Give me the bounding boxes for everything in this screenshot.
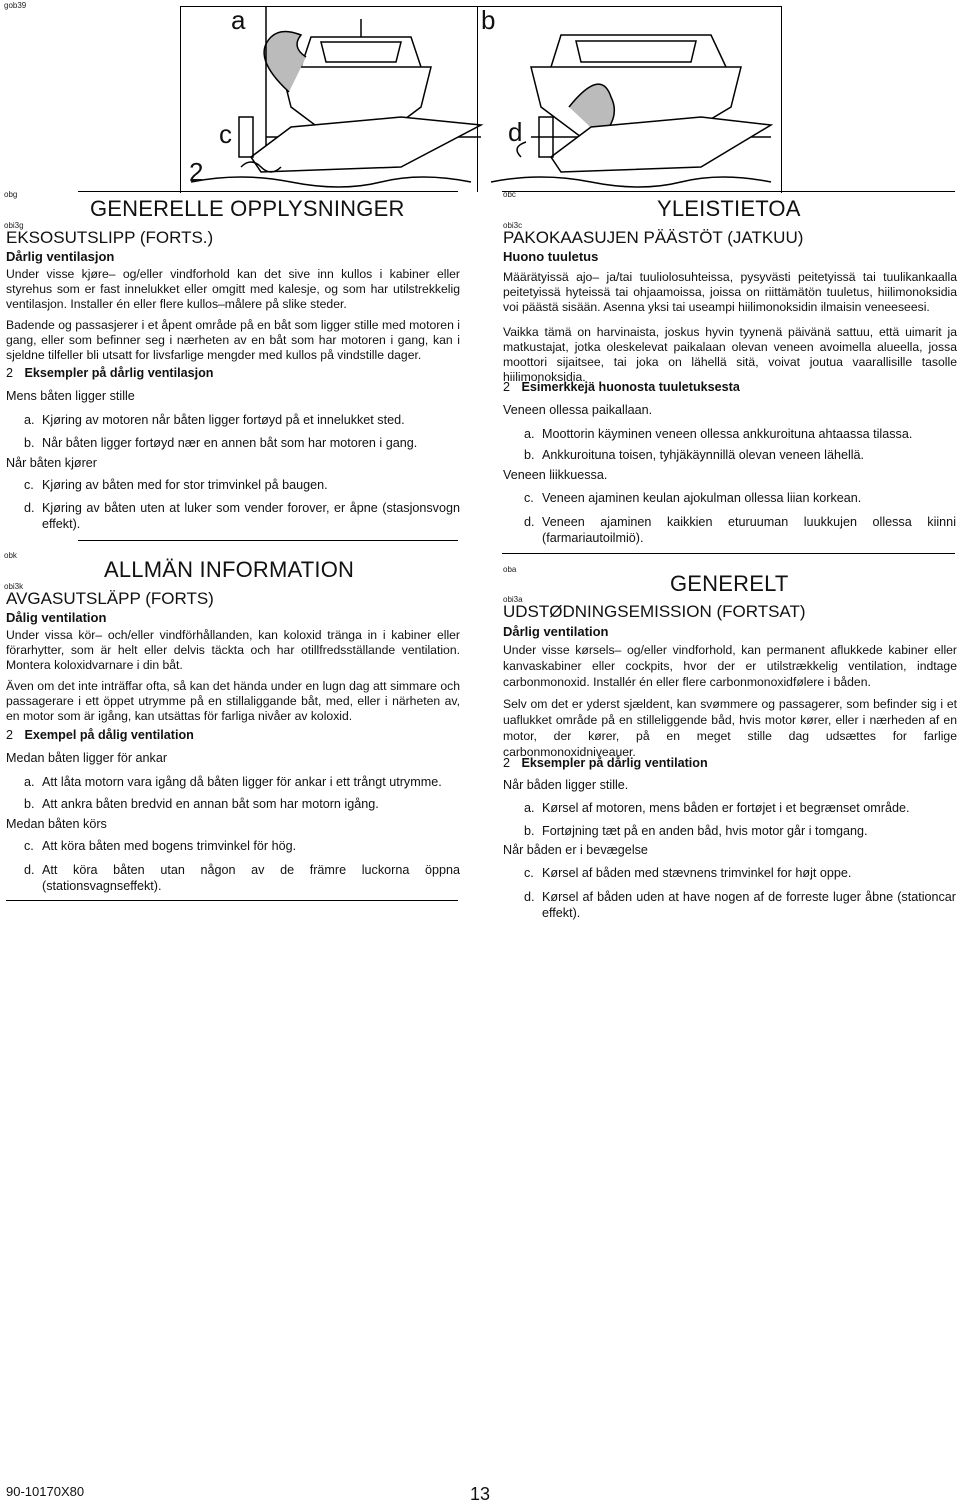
heading-fi: PAKOKAASUJEN PÄÄSTÖT (JATKUU) (503, 228, 804, 247)
paragraph-da-1: Under visse kørsels– og/eller vindforhold, kan permanent aflukkede kabiner eller kanvaskabiner eller cockpits, hvor der er utilstrækkelig ventilation, indtage carbonmonoxid. Installér én eller flere carbonmonoxidfølere i båden. (503, 643, 957, 689)
subsection-code-fi: obi3c (503, 221, 523, 230)
list-item-no-a: a. Kjøring av motoren når båten ligger fortøyd på et innelukket sted. (24, 413, 405, 427)
list-item-da-b: b. Fortøjning tæt på en anden båd, hvis motor går i tomgang. (524, 824, 868, 838)
boat-illustration (180, 6, 782, 193)
title-sv: ALLMÄN INFORMATION (104, 557, 355, 582)
title-fi: YLEISTIETOA (657, 196, 801, 221)
list-item-sv-b: b. Att ankra båten bredvid en annan båt som har motorn igång. (24, 797, 379, 811)
page-code: gob39 (4, 1, 27, 10)
rule-top-left (78, 191, 458, 192)
boat-c-drawing (191, 117, 481, 187)
subsection-code-sv: obi3k (4, 582, 24, 591)
example-number-da: 2 (503, 756, 511, 770)
condition-no-2: Når båten kjører (6, 456, 97, 470)
section-code-no: obg (4, 190, 18, 199)
example-title-fi: Esimerkkejä huonosta tuuletuksesta (521, 380, 740, 394)
paragraph-sv-2: Även om det inte inträffar ofta, så kan det hända under en lugn dag att simmare och passagerare i ett öppet utrymme på en stillaliggande båt, med, eller i närheten av, en motor som är igång, kan utsättas för farliga nivåer av koloxid. (6, 679, 460, 723)
heading-no: EKSOSUTSLIPP (FORTS.) (6, 228, 214, 247)
list-item-fi-a: a. Moottorin käyminen veneen ollessa ankkuroituna ahtaassa tilassa. (524, 427, 913, 441)
figure-number: 2 (189, 157, 204, 187)
list-item-sv-c: c. Att köra båten med bogens trimvinkel för hög. (24, 839, 297, 853)
heading-da: UDSTØDNINGSEMISSION (FORTSAT) (503, 602, 806, 621)
list-item-sv-a: a. Att låta motorn vara igång då båten ligger för ankar i ett trångt utrymme. (24, 775, 442, 789)
list-item-da-c: c. Kørsel af båden med stævnens trimvinkel for højt oppe. (524, 866, 852, 880)
example-heading-sv (6, 728, 194, 742)
section-code-da: oba (503, 565, 517, 574)
condition-no-1: Mens båten ligger stille (6, 389, 135, 403)
example-heading-da (503, 756, 708, 770)
paragraph-no-2: Badende og passasjerer i et åpent område på en båt som ligger stille med motoren i gang, eller som befinner seg i nærheten av en båt som har motoren i gang, kan i sjeldne tilfeller bli utsatt for livsfarlige mengder med kullos på vindstille dager. (6, 318, 460, 362)
rule-mid-left (78, 540, 458, 541)
example-number-fi: 2 (503, 380, 511, 394)
subheading-fi: Huono tuuletus (503, 249, 599, 264)
figure-label-d: d (508, 117, 523, 147)
paragraph-sv-1: Under vissa kör– och/eller vindförhållanden, kan koloxid tränga in i kabiner eller förarhytter, som är helt eller delvis täckta och har otillfredsställande ventilation. Montera koloxidvarnare i din båt. (6, 628, 460, 672)
list-item-sv-d: d. Att köra båten utan någon av de främre luckorna öppna (stationsvagnseffekt). (24, 863, 460, 893)
section-code-fi: obc (503, 190, 516, 199)
example-heading-no (6, 366, 214, 380)
list-item-no-b: b. Når båten ligger fortøyd nær en annen båt som har motoren i gang. (24, 436, 418, 450)
condition-fi-2: Veneen liikkuessa. (503, 468, 608, 482)
footer-code: 90-10170X80 (6, 1484, 85, 1499)
title-no: GENERELLE OPPLYSNINGER (90, 196, 405, 221)
list-item-no-d: d. Kjøring av båten uten at luker som vender forover, er åpne (stasjonsvogn effekt). (24, 501, 460, 531)
heading-sv: AVGASUTSLÄPP (FORTS) (6, 589, 214, 608)
subheading-da: Dårlig ventilation (503, 624, 609, 639)
rule-bottom-left (6, 900, 458, 901)
section-code-sv: obk (4, 551, 17, 560)
rule-mid-right (502, 553, 955, 554)
condition-sv-1: Medan båten ligger för ankar (6, 751, 168, 765)
subheading-no: Dårlig ventilasjon (6, 249, 115, 264)
example-title-da: Eksempler på dårlig ventilation (521, 756, 708, 770)
paragraph-fi-2: Vaikka tämä on harvinaista, joskus hyvin tyynenä päivänä sattuu, että uimarit ja matkustajat, jotka oleskelevat paikalaan olevan veneen avoimella alueella, jossa moottori sijaitsee, tai joka on lähellä sitä, voivat joutua vaarallisille tasolle hiilimonoksidia. (503, 325, 957, 384)
condition-sv-2: Medan båten körs (6, 817, 107, 831)
subsection-code-no: obi3g (4, 221, 24, 230)
condition-da-1: Når båden ligger stille. (503, 778, 629, 792)
example-number-no: 2 (6, 366, 14, 380)
list-item-no-c: c. Kjøring av båten med for stor trimvinkel på baugen. (24, 478, 328, 492)
example-number-sv: 2 (6, 728, 14, 742)
paragraph-no-1: Under visse kjøre– og/eller vindforhold kan det sive inn kullos i kabiner eller styrehus som er fast innelukket eller omgitt med kalesje, og som har utilstrekkelig ventilasjon. Installer én eller flere kullos–målere på slike steder. (6, 267, 460, 311)
paragraph-da-2: Selv om det er yderst sjældent, kan svømmere og passagerer, som befinder sig i et uaflukket område på en stilleliggende båd, hvis motor kører, eller i nærheden af en motor, der kører, på en meget stille dag udsættes for farlige carbonmonoxidniveauer. (503, 697, 957, 759)
paragraph-fi-1: Määrätyissä ajo– ja/tai tuuliolosuhteissa, pysyvästi peitetyissä tai tuulikankaalla peitetyissä hyteissä tai ohjaamoissa, joissa on riittämätön tuuletus, hiilimonoksidia voi päästä sisään. Asenna yksi tai useampi hiilimonoksidin ilmaisin veneeseesi. (503, 270, 957, 314)
list-item-fi-d: d. Veneen ajaminen kaikkien eturuuman luukkujen ollessa kiinni (farmariautoilmiö). (524, 515, 956, 545)
title-da: GENERELT (670, 571, 789, 596)
page-number: 13 (470, 1484, 491, 1504)
subheading-sv: Dålig ventilation (6, 610, 107, 625)
list-item-da-a: a. Kørsel af motoren, mens båden er fortøjet i et begrænset område. (524, 801, 910, 815)
condition-fi-1: Veneen ollessa paikallaan. (503, 403, 653, 417)
list-item-fi-c: c. Veneen ajaminen keulan ajokulman ollessa liian korkean. (524, 491, 862, 505)
list-item-fi-b: b. Ankkuroituna toisen, tyhjäkäynnillä olevan veneen lähellä. (524, 448, 865, 462)
example-title-no: Eksempler på dårlig ventilasjon (24, 366, 214, 380)
list-item-da-d: d. Kørsel af båden uden at have nogen af de forreste luger åbne (stationcar effekt). (524, 890, 956, 920)
subsection-code-da: obi3a (503, 595, 523, 604)
figure-label-b: b (481, 5, 496, 35)
boat-d-drawing (491, 117, 771, 187)
condition-da-2: Når båden er i bevægelse (503, 843, 648, 857)
figure-label-a: a (231, 5, 246, 35)
figure-label-c: c (219, 119, 232, 149)
example-heading-fi (503, 380, 740, 394)
rule-top-right (502, 191, 955, 192)
figure-divider (477, 6, 478, 192)
example-title-sv: Exempel på dålig ventilation (24, 728, 194, 742)
